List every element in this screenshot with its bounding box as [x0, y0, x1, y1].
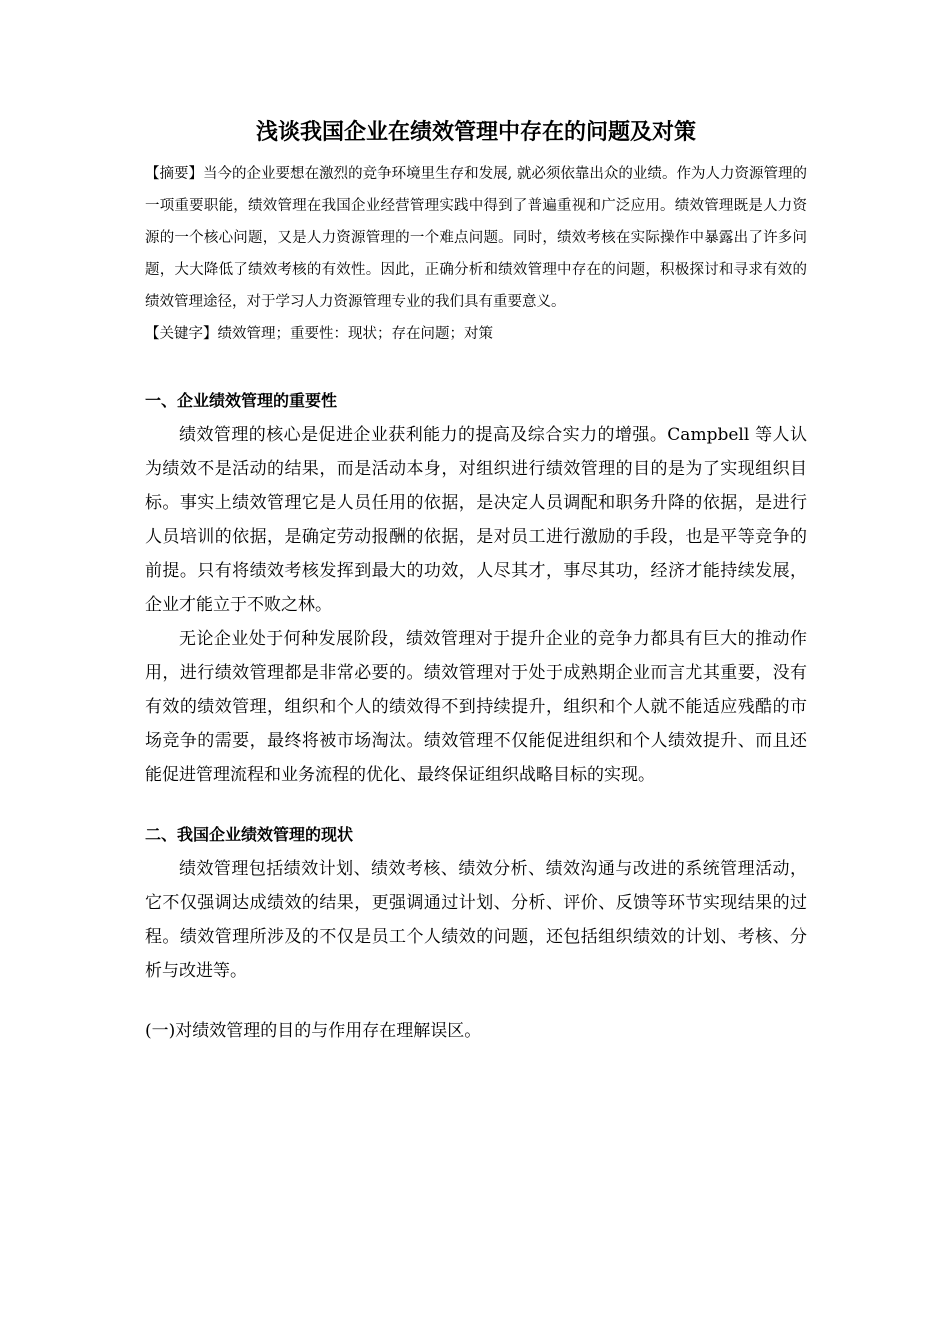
- document-title: 浅谈我国企业在绩效管理中存在的问题及对策: [255, 120, 696, 145]
- section1-paragraph-1: 绩效管理的核心是促进企业获利能力的提高及综合实力的增强。Campbell 等人认为绩效不是活动的结果，而是活动本身，对组织进行绩效管理的目的是为了实现组织目标。事实上绩效管理它是人员任用的依据，是决定人员调配和职务升降的依据，是进行人员培训的依据，是确定劳动报酬的依据，是对员工进行激励的手段，也是平等竞争的前提。只有将绩效考核发挥到最大的功效，人尽其才，事尽其功，经济才能持续发展，企业才能立于不败之林。: [145, 425, 807, 615]
- keywords-line: 【关键字】绩效管理；重要性：现状；存在问题；对策: [145, 326, 493, 342]
- section2-heading: 二、我国企业绩效管理的现状: [145, 825, 354, 844]
- section2-subheading-1: (一)对绩效管理的目的与作用存在理解误区。: [145, 1021, 482, 1041]
- section-spacer: [145, 792, 807, 818]
- section2-paragraph-1: 绩效管理包括绩效计划、绩效考核、绩效分析、绩效沟通与改进的系统管理活动，它不仅强调达成绩效的结果，更强调通过计划、分析、评价、反馈等环节实现结果的过程。绩效管理所涉及的不仅是员工个人绩效的问题，还包括组织绩效的计划、考核、分析与改进等。: [145, 859, 807, 981]
- document-body: [145, 118, 807, 1048]
- abstract-paragraph: 【摘要】当今的企业要想在激烈的竞争环境里生存和发展, 就必须依靠出众的业绩。作为人力资源管理的一项重要职能，绩效管理在我国企业经营管理实践中得到了普遍重视和广泛应用。绩效管理既是人力资源的一个核心问题，又是人力资源管理的一个难点问题。同时，绩效考核在实际操作中暴露出了许多问题，大大降低了绩效考核的有效性。因此，正确分析和绩效管理中存在的问题，积极探讨和寻求有效的绩效管理途径，对于学习人力资源管理专业的我们具有重要意义。: [145, 166, 807, 310]
- section1-paragraph-2: 无论企业处于何种发展阶段，绩效管理对于提升企业的竞争力都具有巨大的推动作用，进行绩效管理都是非常必要的。绩效管理对于处于成熟期企业而言尤其重要，没有有效的绩效管理，组织和个人的绩效得不到持续提升，组织和个人就不能适应残酷的市场竞争的需要，最终将被市场淘汰。绩效管理不仅能促进组织和个人绩效提升、而且还能促进管理流程和业务流程的优化、最终保证组织战略目标的实现。: [145, 629, 807, 785]
- section1-heading: 一、企业绩效管理的重要性: [145, 391, 338, 410]
- subsection-spacer: [145, 988, 807, 1014]
